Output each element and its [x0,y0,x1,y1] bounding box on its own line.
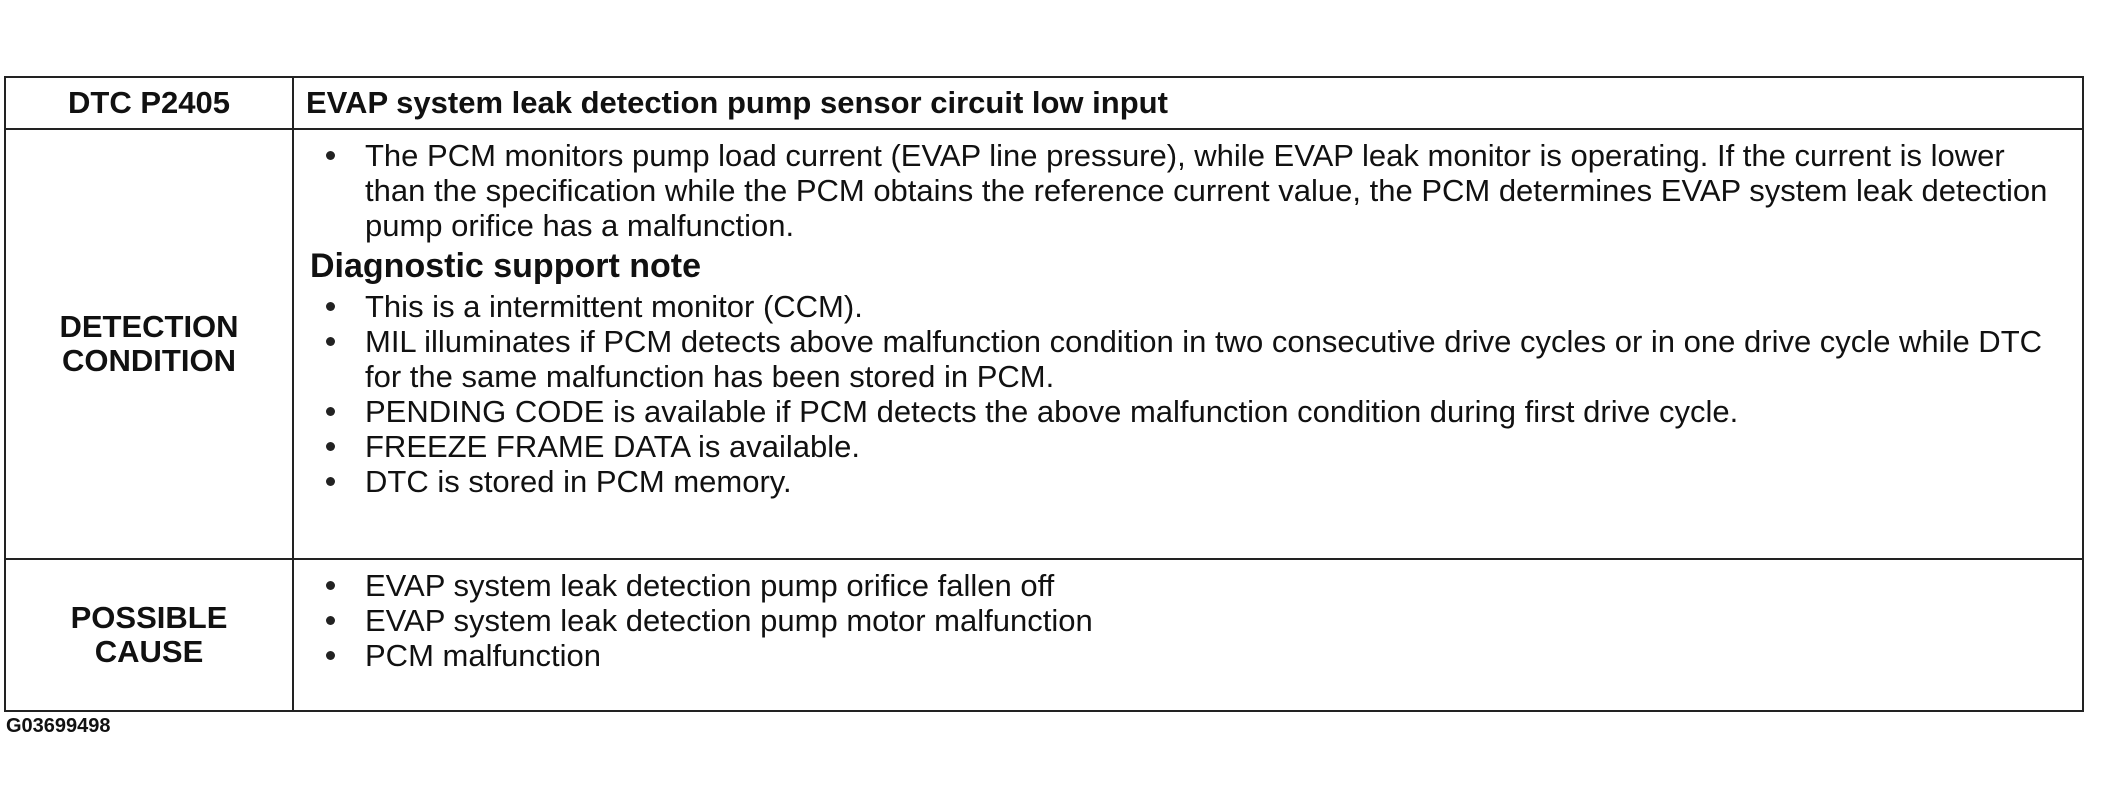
list-item: PENDING CODE is available if PCM detects the above malfunction condition during first drive cycle. [310,394,2068,429]
cause-bullet-list [310,568,2068,673]
dtc-code: DTC P2405 [5,77,293,129]
cause-label-line1: POSSIBLE [70,600,228,635]
detection-label-line2: CONDITION [62,343,236,378]
list-item: MIL illuminates if PCM detects above malfunction condition in two consecutive drive cycles or in one drive cycle while DTC for the same malfunction has been stored in PCM. [310,324,2068,394]
detection-condition-body [293,129,2083,559]
detection-label-line1: DETECTION [59,309,239,344]
figure-id: G03699498 [6,715,111,737]
list-item: PCM malfunction [310,638,2068,673]
list-item: EVAP system leak detection pump orifice fallen off [310,568,2068,603]
dtc-title: EVAP system leak detection pump sensor circuit low input [293,77,2083,129]
list-item: The PCM monitors pump load current (EVAP line pressure), while EVAP leak monitor is operating. If the current is lower than the specification while the PCM obtains the reference current value, the PCM determines EVAP system leak detection pump orifice has a malfunction. [310,138,2068,243]
list-item: FREEZE FRAME DATA is available. [310,429,2068,464]
detection-bullet-list [310,138,2068,243]
possible-cause-row [5,559,2083,711]
table-header-row [5,77,2083,129]
cause-label-line2: CAUSE [94,634,204,669]
detection-condition-label [5,129,293,559]
list-item: DTC is stored in PCM memory. [310,464,2068,499]
list-item: EVAP system leak detection pump motor malfunction [310,603,2068,638]
possible-cause-body [293,559,2083,711]
dtc-table [4,76,2084,712]
list-item: This is a intermittent monitor (CCM). [310,289,2068,324]
possible-cause-label [5,559,293,711]
detection-condition-row [5,129,2083,559]
diagnostic-note-bullet-list [310,289,2068,499]
diagnostic-support-note-heading: Diagnostic support note [310,247,701,285]
